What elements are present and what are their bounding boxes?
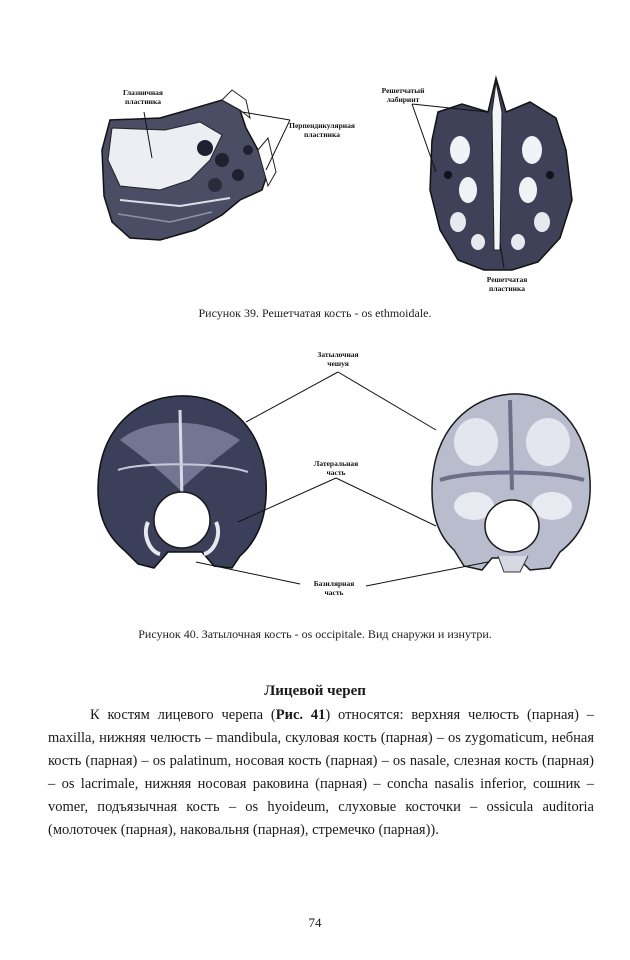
label-lateral-part: Латеральная часть [313,459,359,477]
figure-39 [0,0,630,330]
label-occipital-squama: Затылочная чешуя [317,350,359,368]
page-number: 74 [308,915,322,930]
section-heading: Лицевой череп [264,683,366,699]
figure-39-caption: Рисунок 39. Решетчатая кость - os ethmoidale. [198,306,432,320]
figure-40-caption: Рисунок 40. Затылочная кость - os occipitale. Вид снаружи и изнутри. [138,627,492,641]
occipital-external-view [98,396,266,568]
label-cribriform-plate: Решетчатая пластинка [486,275,528,293]
occipital-internal-view [432,394,590,572]
figure-40 [0,330,630,650]
label-perpendicular-plate: Перпендикулярная пластинка [289,121,355,139]
figure-41-reference: Рис. 41 [275,707,326,723]
ethmoid-anterior-view [430,78,572,270]
label-ethmoid-labyrinth: Решетчатый лабиринт [381,86,425,104]
body-paragraph: К костям лицевого черепа (Рис. 41) относятся: верхняя челюсть (парная) – maxilla, нижняя челюсть – mandibula, скуловая кость (парная) – os zygomaticum, небная кость (парная) – os palatinum, носовая кость (парная) – os nasale, слезная кость (парная) – os lacrimale, нижняя носовая раковина (парная) – concha nasalis inferior, сошник – vomer, подъязычная кость – os hyoideum, слуховые косточки – ossicula auditoria (молоточек (парная), наковальня (парная), стремечко (парная)). [48,707,594,838]
label-basilar-part: Базилярная часть [313,579,355,597]
label-orbital-plate: Глазничная пластинка [123,88,163,106]
ethmoid-lateral-view [102,90,276,240]
ethmoid-bone-illustration [0,0,630,300]
